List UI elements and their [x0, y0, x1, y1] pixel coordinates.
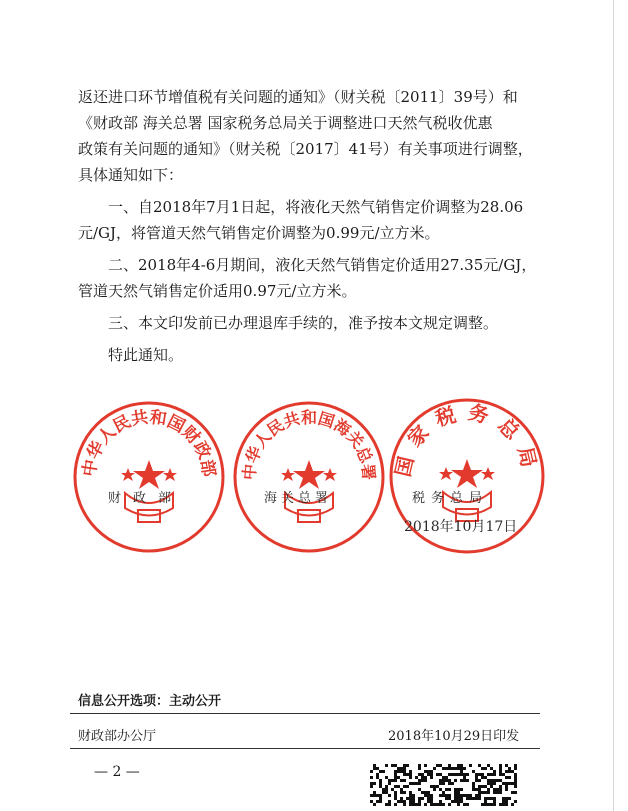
seal2-text: 中华人民共和国海关总署 [239, 407, 379, 481]
seal-ministry-of-finance [70, 398, 228, 556]
signature-customs: 海关总署 [264, 491, 333, 506]
seal3-text: 国家税务总局 [390, 399, 544, 480]
signature-finance: 财政部 [108, 491, 184, 506]
seal1-text: 中华人民共和国财政部 [79, 407, 219, 479]
signature-date: 2018年10月17日 [404, 519, 518, 535]
seal-customs [230, 398, 388, 556]
barcode-image [368, 762, 518, 806]
body-line-2: 《财政部 海关总署 国家税务总局关于调整进口天然气税收优惠 [78, 114, 493, 132]
item-1-line-2: 元/GJ，将管道天然气销售定价调整为0.99元/立方米。 [78, 224, 440, 242]
body-line-1: 返还进口环节增值税有关问题的通知》（财关税〔2011〕39号）和 [78, 88, 518, 106]
disclosure-option: 信息公开选项：主动公开 [78, 694, 222, 709]
signature-tax: 税务总局 [412, 491, 489, 506]
item-2-line-1: 二、2018年4-6月期间，液化天然气销售定价适用27.35元/GJ， [108, 256, 537, 274]
body-line-3: 政策有关问题的通知》（财关税〔2017〕41号）有关事项进行调整， [78, 140, 533, 158]
body-line-4: 具体通知如下： [78, 166, 184, 184]
item-3: 三、本文印发前已办理退库手续的，准予按本文规定调整。 [108, 314, 499, 332]
closing-text: 特此通知。 [108, 346, 184, 364]
item-2-line-2: 管道天然气销售定价适用0.97元/立方米。 [78, 282, 357, 300]
footer-rule-top [70, 713, 540, 714]
page-edge [613, 0, 614, 811]
page-number: — 2 — [94, 764, 140, 780]
item-1-line-1: 一、自2018年7月1日起，将液化天然气销售定价调整为28.06 [108, 198, 524, 216]
notice-body [78, 84, 544, 368]
footer-rule-bottom [70, 748, 540, 749]
issuing-office: 财政部办公厅 [78, 729, 157, 744]
print-date: 2018年10月29日印发 [388, 729, 520, 744]
